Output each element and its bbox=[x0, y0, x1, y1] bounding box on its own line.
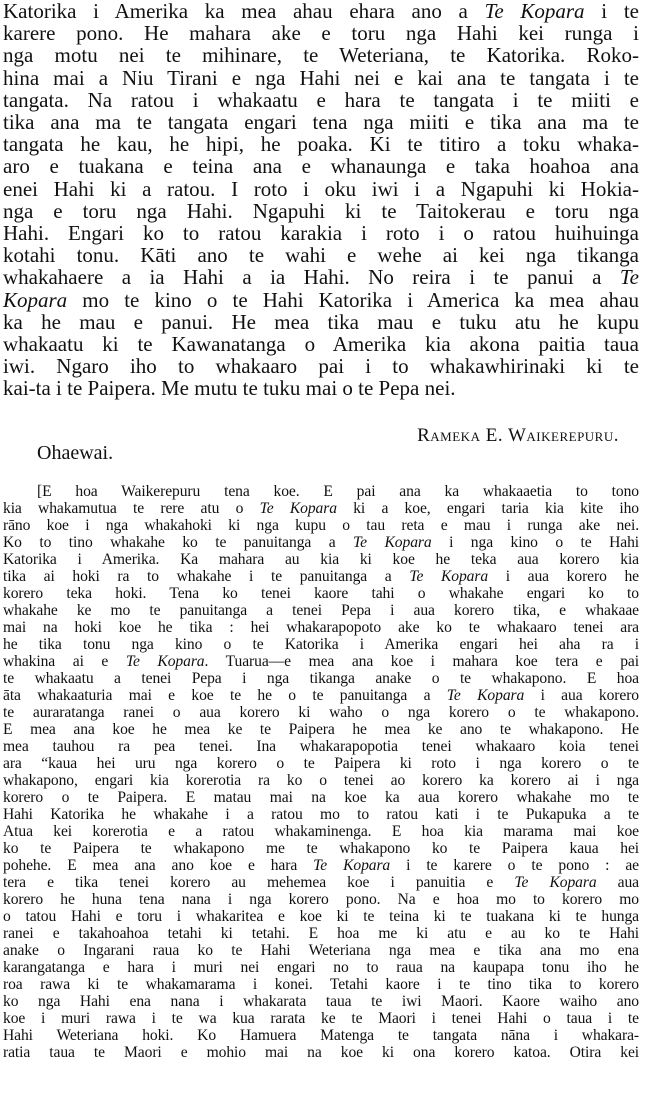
reply-line: te auraratanga ranei o aua korero ki waho o nga korero o te whakapono. bbox=[3, 704, 639, 721]
text-line: hina mai a Niu Tirani e nga Hahi nei e kai ana te tangata i te bbox=[3, 65, 639, 90]
reply-line: koe i muri rawa i te wa kua rarata ke te Maori i tenei Hahi o taua i te bbox=[3, 1010, 639, 1027]
text-line: iwi. Ngaro iho to whakaaro pai i to whakawhirinaki ki te bbox=[3, 354, 639, 379]
reply-line: korero o te Paipera. E matau mai na koe ka aua korero whakahe mo te bbox=[3, 789, 639, 806]
reply-line: ko nga Hahi ena nana i whakarata taua te iwi Maori. Kaore waiho ano bbox=[3, 993, 639, 1010]
reply-line: o tatou Hahi e toru i whakaritea e koe ki te teina ki te tuakana ki te hunga bbox=[3, 908, 639, 925]
text-line: whakaatu ki te Kawanatanga o Amerika kia akona paitia taua bbox=[3, 332, 639, 357]
reply-line: karangatanga e hara i muri nei engari no to raua na kaupapa tonu iho he bbox=[3, 959, 639, 976]
reply-line: pohehe. E mea ana ano koe e hara Te Kopara i te karere o te pono : ae bbox=[3, 857, 639, 874]
reply-line: mai na hoki koe he tika : hei whakarapopoto ake ko te whakaaro tenei ara bbox=[3, 619, 639, 636]
reply-line: whakina ai e Te Kopara. Tuarua—e mea ana koe i mahara koe tera e pai bbox=[3, 653, 639, 670]
reply-line: whakahe ke mo te panuitanga a tenei Pepa i aua korero tika, e whakaae bbox=[3, 602, 639, 619]
signature: Rameka E. Waikerepuru. bbox=[417, 425, 619, 446]
text-line: Hahi. Engari ko to ratou karakia i roto i o ratou huihuinga bbox=[3, 221, 639, 246]
reply-line: he tika tonu nga kino o te Katorika i Amerika engari hei aha ra i bbox=[3, 636, 639, 653]
reply-line: Hahi Weteriana hoki. Ko Hamuera Matenga te tangata nāna i whakara- bbox=[3, 1027, 639, 1044]
reply-line: tera e tika tenei korero au mehemea koe i panuitia e Te Kopara aua bbox=[3, 874, 640, 891]
text-line: aro e tuakana e teina ana e whanaunga e taka hoahoa ana bbox=[3, 154, 639, 179]
text-line: kotahi tonu. Kāti ano te wahi e wehe ai kei nga tikanga bbox=[3, 243, 639, 268]
reply-line: korero he huna tena nana i nga korero pono. Na e hoa mo to korero mo bbox=[3, 891, 639, 908]
editor-reply bbox=[3, 483, 639, 1061]
text-line: nga e toru nga Hahi. Ngapuhi ki te Taitokerau e toru nga bbox=[3, 198, 639, 223]
text-line: whakahaere a ia Hahi a ia Hahi. No reira i te panui a Te bbox=[3, 265, 639, 290]
reply-line: mea tauhou ra pea tenei. Ina whakarapopotia tenei whakaaro koia tenei bbox=[3, 738, 639, 755]
text-line: nga motu nei te mihinare, te Weteriana, te Katorika. Roko- bbox=[3, 43, 639, 68]
reply-line: Katorika i Amerika. Ka mahara au kia ki koe he teka aua korero kia bbox=[3, 551, 639, 568]
reply-line: te whakaatu a tenei Pepa i nga tikanga anake o te whakapono. E hoa bbox=[3, 670, 639, 687]
reply-line: Atua kei korerotia e a ratou whakaminenga. E hoa kia marama mai koe bbox=[3, 823, 639, 840]
text-line: kai-ta i te Paipera. Me mutu te tuku mai o te Pepa nei. bbox=[3, 376, 456, 401]
reply-line: Ko to tino whakahe ko te panuitanga a Te Kopara i nga kino o te Hahi bbox=[3, 534, 640, 551]
text-line: tangata he kau, he hipi, he poaka. Ki te titiro a toku whaka- bbox=[3, 132, 639, 157]
letter-body bbox=[3, 0, 639, 400]
reply-line: rāno koe i nga whakahoki ki nga kupu o tau reta e mau i runga ake nei. bbox=[3, 517, 639, 534]
text-line: tangata. Na ratou i whakaatu e hara te tangata i te miiti e bbox=[3, 87, 639, 112]
reply-line: [E hoa Waikerepuru tena koe. E pai ana ka whakaaetia to tono bbox=[37, 483, 639, 500]
reply-line: E mea ana koe he mea ke te Paipera he mea ke ano te whakapono. He bbox=[3, 721, 639, 738]
reply-line: ratia taua te Maori e mohio mai na koe ki ona korero katoa. Otira kei bbox=[3, 1044, 639, 1061]
reply-line: tika ai hoki ra to whakahe i te panuitanga a Te Kopara i aua korero he bbox=[3, 568, 639, 585]
reply-line: Hahi Katorika he whakahe i a ratou mo to ratou kati i te Pukapuka a te bbox=[3, 806, 639, 823]
reply-line: anake o Ingarani raua ko te Hahi Weteriana nga mea e tika ana mo ena bbox=[3, 942, 639, 959]
text-line: Katorika i Amerika ka mea ahau ehara ano a Te Kopara i te bbox=[3, 0, 639, 23]
text-line: karere pono. He mahara ake e toru nga Hahi kei runga i bbox=[3, 21, 639, 46]
reply-line: āta whakaaturia mai e koe te he o te panuitanga a Te Kopara i aua korero bbox=[3, 687, 639, 704]
reply-line: ara “kaua hei uru nga korero o te Paipera ki roto i nga korero o te bbox=[3, 755, 639, 772]
text-line: tika ana ma te tangata engari tena nga miiti e tika ana ma te bbox=[3, 110, 639, 135]
reply-line: ko te Paipera te whakapono me te whakapono ko te Paipera kaua hei bbox=[3, 840, 639, 857]
text-line: Kopara mo te kino o te Hahi Katorika i America ka mea ahau bbox=[3, 287, 639, 312]
text-line: ka he mau e panui. He mea tika mau e tuku atu he kupu bbox=[3, 309, 639, 334]
reply-line: korero teka hoki. Tena ko tenei kaore tahi o whakahe engari ko to bbox=[3, 585, 639, 602]
text-line: enei Hahi ki a ratou. I roto i oku iwi i a Ngapuhi ki Hokia- bbox=[3, 176, 639, 201]
place-name: Ohaewai. bbox=[37, 442, 114, 464]
reply-line: kia whakamutua te rere atu o Te Kopara ki a koe, engari taria kia kite iho bbox=[3, 500, 640, 517]
reply-line: ranei e takahoahoa tetahi ki tetahi. E hoa me ki atu e au ko te Hahi bbox=[3, 925, 639, 942]
reply-line: roa rawa ki te whakamarama i konei. Tetahi kaore i te tino tika to korero bbox=[3, 976, 639, 993]
reply-line: whakapono, engari kia korerotia ra ko o tenei ao korero ka korero ai i nga bbox=[3, 772, 639, 789]
